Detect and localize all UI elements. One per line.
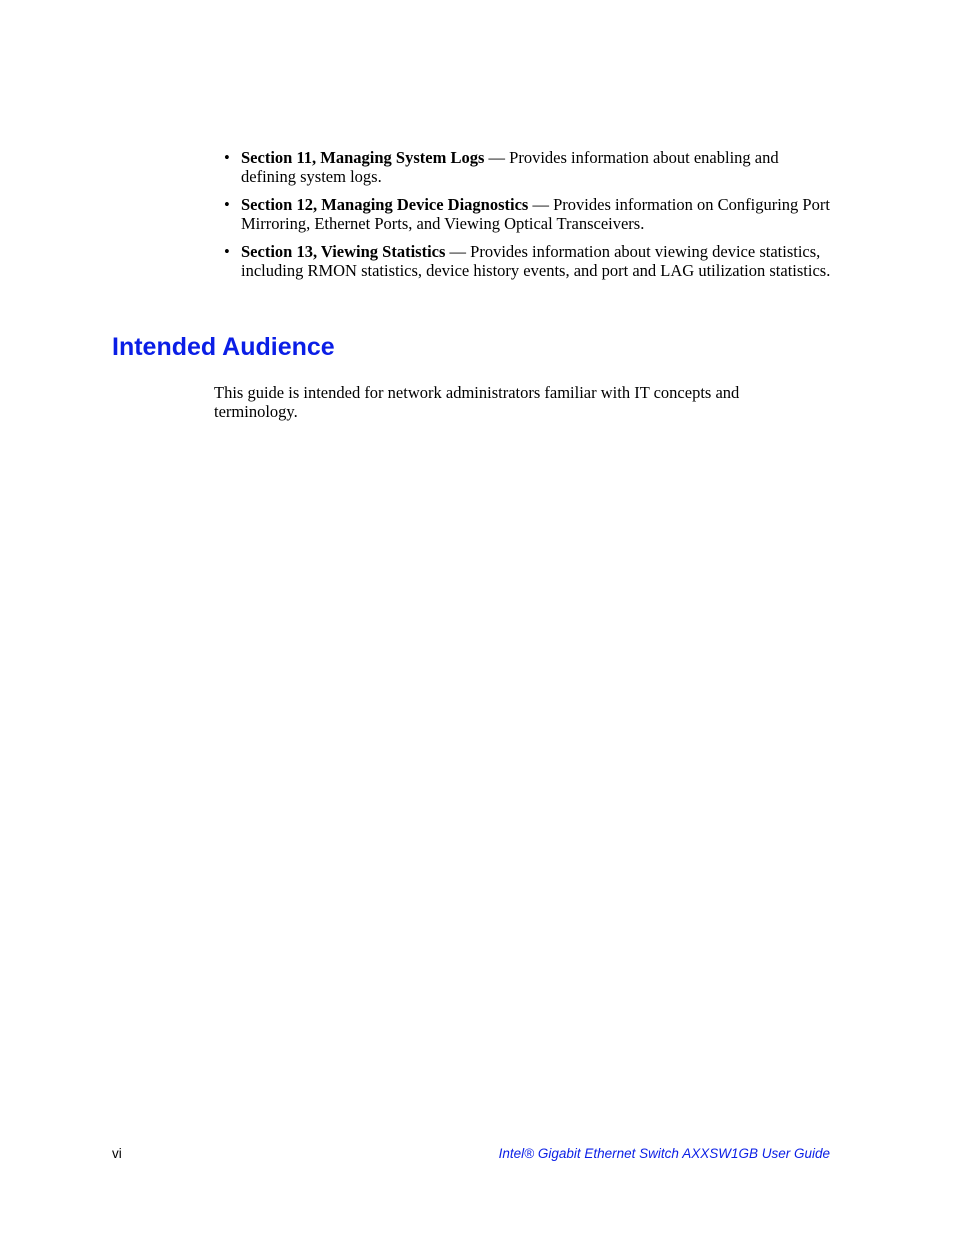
bullet-icon: • <box>224 242 230 261</box>
list-item <box>224 242 834 280</box>
bullet-icon: • <box>224 195 230 214</box>
list-item <box>224 148 834 186</box>
list-item <box>224 195 834 233</box>
list-item-title: Section 12, Managing Device Diagnostics <box>241 195 529 214</box>
list-item-description: — Provides information on Configuring Port Mirroring, Ethernet Ports, and Viewing Optical Transceivers. <box>241 195 830 233</box>
section-bullet-list <box>224 148 834 289</box>
bullet-icon: • <box>224 148 230 167</box>
section-heading: Intended Audience <box>112 333 335 361</box>
section-body-text: This guide is intended for network administrators familiar with IT concepts and terminology. <box>214 383 740 421</box>
list-item-title: Section 11, Managing System Logs <box>241 148 485 167</box>
page-number: vi <box>112 1146 122 1161</box>
footer-document-title: Intel® Gigabit Ethernet Switch AXXSW1GB User Guide <box>498 1146 830 1161</box>
list-item-description: — Provides information about enabling and defining system logs. <box>241 148 779 186</box>
list-item-title: Section 13, Viewing Statistics <box>241 242 446 261</box>
list-item-description: — Provides information about viewing device statistics, including RMON statistics, device history events, and port and LAG utilization statistics. <box>241 242 831 280</box>
